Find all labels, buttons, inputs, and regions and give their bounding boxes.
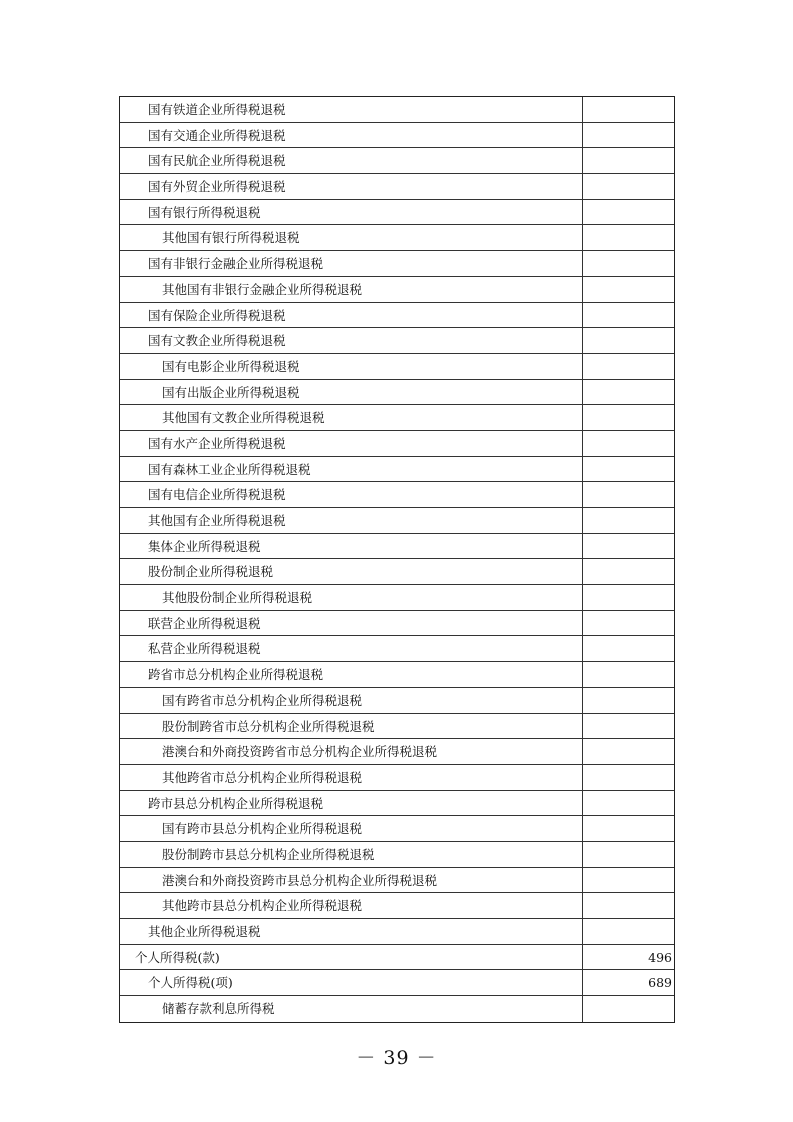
- table-row: [120, 303, 674, 329]
- row-label: 联营企业所得税退税: [120, 611, 583, 636]
- row-label: 其他国有非银行金融企业所得税退税: [120, 277, 583, 302]
- table-row: [120, 431, 674, 457]
- table-row: [120, 534, 674, 560]
- row-value: [583, 225, 674, 250]
- table-row: [120, 945, 674, 971]
- table-row: [120, 816, 674, 842]
- table-row: [120, 559, 674, 585]
- row-value: [583, 611, 674, 636]
- row-value: [583, 919, 674, 944]
- table-row: [120, 354, 674, 380]
- row-label: 其他国有文教企业所得税退税: [120, 405, 583, 430]
- row-value: 496: [648, 949, 672, 965]
- row-label: 私营企业所得税退税: [120, 636, 583, 661]
- row-value: [583, 868, 674, 893]
- table-row: [120, 791, 674, 817]
- row-label: 其他企业所得税退税: [120, 919, 583, 944]
- row-value: [583, 842, 674, 867]
- row-label: 国有电信企业所得税退税: [120, 482, 583, 507]
- row-label: 国有水产企业所得税退税: [120, 431, 583, 456]
- table-row: [120, 765, 674, 791]
- row-value: [583, 636, 674, 661]
- table-row: [120, 893, 674, 919]
- row-label: 个人所得税(款): [120, 945, 583, 970]
- row-value: [583, 405, 674, 430]
- row-value: [583, 508, 674, 533]
- table-row: [120, 662, 674, 688]
- table-row: [120, 405, 674, 431]
- row-label: 国有跨省市总分机构企业所得税退税: [120, 688, 583, 713]
- row-label: 储蓄存款利息所得税: [120, 996, 583, 1022]
- table-row: [120, 508, 674, 534]
- row-value: [583, 688, 674, 713]
- row-value: [583, 148, 674, 173]
- row-value: [583, 996, 674, 1022]
- row-label: 其他国有银行所得税退税: [120, 225, 583, 250]
- row-label: 国有民航企业所得税退税: [120, 148, 583, 173]
- row-value: [583, 559, 674, 584]
- table-row: [120, 919, 674, 945]
- row-label: 个人所得税(项): [120, 970, 583, 995]
- row-label: 国有森林工业企业所得税退税: [120, 457, 583, 482]
- row-label: 其他国有企业所得税退税: [120, 508, 583, 533]
- row-label: 其他跨市县总分机构企业所得税退税: [120, 893, 583, 918]
- row-label: 国有外贸企业所得税退税: [120, 174, 583, 199]
- row-value: [583, 816, 674, 841]
- page-number: － 39 －: [356, 1047, 437, 1069]
- row-value: [583, 482, 674, 507]
- table-row: [120, 277, 674, 303]
- table-row: [120, 611, 674, 637]
- table-row: [120, 225, 674, 251]
- row-value: [583, 251, 674, 276]
- row-label: 港澳台和外商投资跨市县总分机构企业所得税退税: [120, 868, 583, 893]
- row-value: [583, 739, 674, 764]
- row-value: [583, 303, 674, 328]
- row-label: 港澳台和外商投资跨省市总分机构企业所得税退税: [120, 739, 583, 764]
- row-label: 国有跨市县总分机构企业所得税退税: [120, 816, 583, 841]
- row-label: 股份制企业所得税退税: [120, 559, 583, 584]
- table-row: [120, 996, 674, 1022]
- table-row: [120, 868, 674, 894]
- row-label: 国有保险企业所得税退税: [120, 303, 583, 328]
- row-label: 国有文教企业所得税退税: [120, 328, 583, 353]
- row-value: [583, 277, 674, 302]
- table-row: [120, 714, 674, 740]
- row-value: [583, 97, 674, 122]
- table-row: [120, 688, 674, 714]
- table-row: [120, 739, 674, 765]
- row-label: 股份制跨省市总分机构企业所得税退税: [120, 714, 583, 739]
- table-row: [120, 328, 674, 354]
- table-row: [120, 457, 674, 483]
- table-row: [120, 380, 674, 406]
- row-value: [583, 457, 674, 482]
- row-value: [583, 123, 674, 148]
- row-label: 国有银行所得税退税: [120, 200, 583, 225]
- row-value: [583, 174, 674, 199]
- row-label: 国有电影企业所得税退税: [120, 354, 583, 379]
- row-label: 国有非银行金融企业所得税退税: [120, 251, 583, 276]
- row-label: 跨省市总分机构企业所得税退税: [120, 662, 583, 687]
- table-row: [120, 174, 674, 200]
- row-value: [583, 714, 674, 739]
- budget-table: [119, 96, 675, 1023]
- table-row: [120, 97, 674, 123]
- table-row: [120, 970, 674, 996]
- row-label: 国有出版企业所得税退税: [120, 380, 583, 405]
- row-label: 其他股份制企业所得税退税: [120, 585, 583, 610]
- row-value: [583, 662, 674, 687]
- table-row: [120, 123, 674, 149]
- row-label: 股份制跨市县总分机构企业所得税退税: [120, 842, 583, 867]
- row-value: [583, 200, 674, 225]
- row-value: [583, 534, 674, 559]
- row-label: 其他跨省市总分机构企业所得税退税: [120, 765, 583, 790]
- row-value: [583, 791, 674, 816]
- table-row: [120, 842, 674, 868]
- row-label: 跨市县总分机构企业所得税退税: [120, 791, 583, 816]
- table-row: [120, 200, 674, 226]
- row-label: 国有铁道企业所得税退税: [120, 97, 583, 122]
- table-row: [120, 482, 674, 508]
- row-value: [583, 585, 674, 610]
- row-value: [583, 380, 674, 405]
- table-row: [120, 585, 674, 611]
- row-value: [583, 893, 674, 918]
- table-row: [120, 148, 674, 174]
- row-value: [583, 431, 674, 456]
- row-label: 国有交通企业所得税退税: [120, 123, 583, 148]
- row-value: [583, 328, 674, 353]
- table-row: [120, 636, 674, 662]
- row-label: 集体企业所得税退税: [120, 534, 583, 559]
- row-value: 689: [648, 975, 672, 991]
- row-value: [583, 354, 674, 379]
- table-row: [120, 251, 674, 277]
- row-value: [583, 765, 674, 790]
